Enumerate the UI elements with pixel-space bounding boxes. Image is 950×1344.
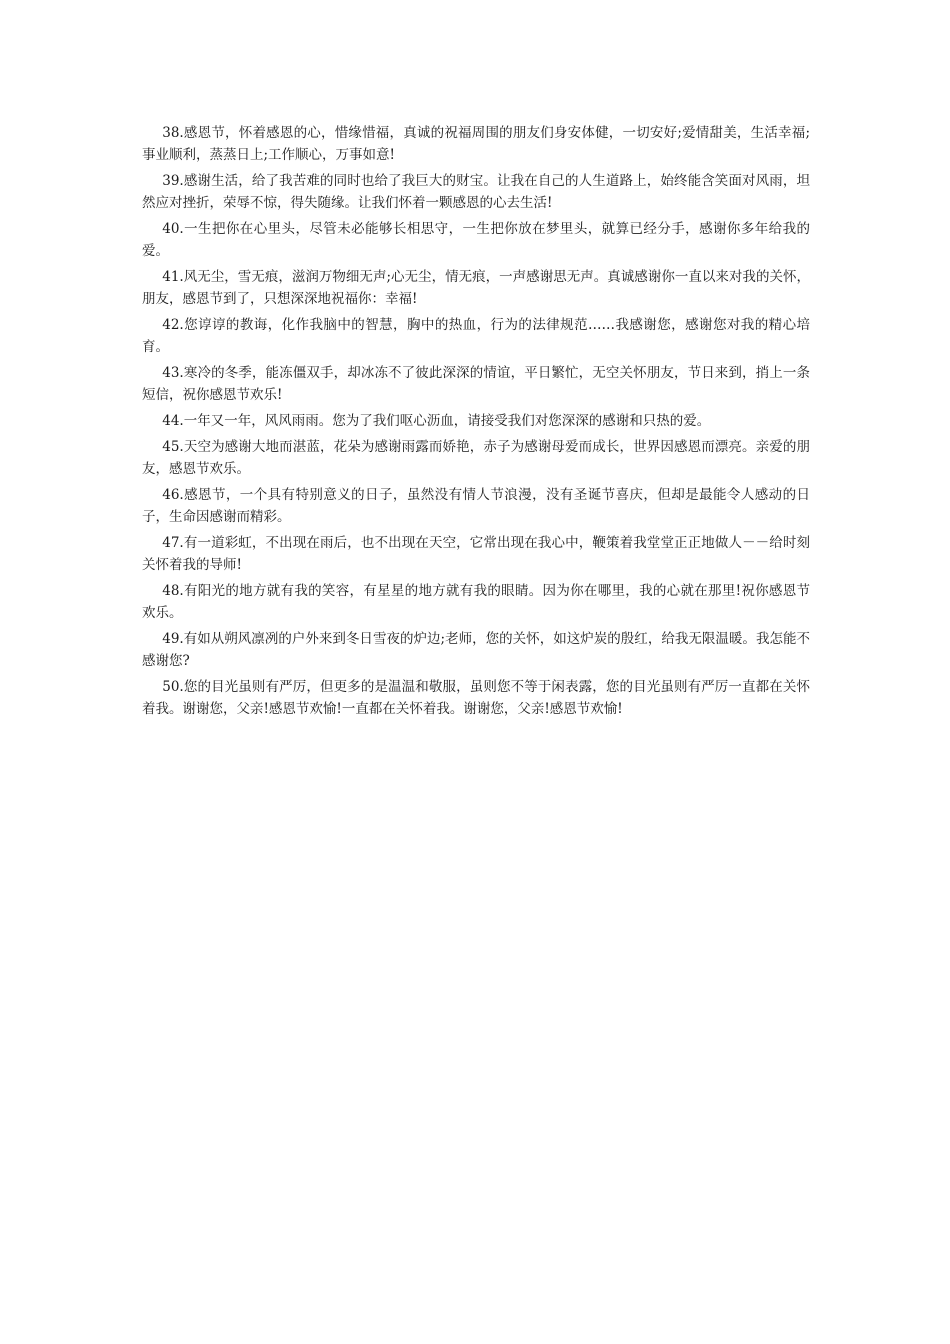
paragraph-46: 46.感恩节，一个具有特别意义的日子，虽然没有情人节浪漫，没有圣诞节喜庆，但却是最能令人感动的日子，生命因感谢而精彩。	[142, 487, 810, 525]
paragraph-39: 39.感谢生活，给了我苦难的同时也给了我巨大的财宝。让我在自己的人生道路上，始终能含笑面对风雨，坦然应对挫折，荣辱不惊，得失随缘。让我们怀着一颗感恩的心去生活!	[142, 173, 810, 211]
document-body	[142, 122, 810, 724]
paragraph-43: 43.寒冷的冬季，能冻僵双手，却冰冻不了彼此深深的情谊，平日繁忙，无空关怀朋友，节日来到，捎上一条短信，祝你感恩节欢乐!	[142, 365, 810, 403]
paragraph-50: 50.您的目光虽则有严厉，但更多的是温温和敬服，虽则您不等于闲表露，您的目光虽则有严厉一直都在关怀着我。谢谢您，父亲!感恩节欢愉!一直都在关怀着我。谢谢您，父亲!感恩节欢愉!	[142, 679, 810, 717]
paragraph-44: 44.一年又一年，风风雨雨。您为了我们呕心沥血，请接受我们对您深深的感谢和只热的爱。	[162, 413, 711, 429]
paragraph-47: 47.有一道彩虹，不出现在雨后，也不出现在天空，它常出现在我心中，鞭策着我堂堂正正地做人－－给时刻关怀着我的导师!	[142, 535, 810, 573]
paragraph-38: 38.感恩节，怀着感恩的心，惜缘惜福，真诚的祝福周围的朋友们身安体健，一切安好;爱情甜美，生活幸福;事业顺利，蒸蒸日上;工作顺心，万事如意!	[142, 125, 810, 163]
paragraph-40: 40.一生把你在心里头，尽管未必能够长相思守，一生把你放在梦里头，就算已经分手，感谢你多年给我的爱。	[142, 221, 810, 259]
paragraph-45: 45.天空为感谢大地而湛蓝，花朵为感谢雨露而娇艳，赤子为感谢母爱而成长，世界因感恩而漂亮。亲爱的朋友，感恩节欢乐。	[142, 439, 810, 477]
paragraph-42: 42.您谆谆的教诲，化作我脑中的智慧，胸中的热血，行为的法律规范……我感谢您，感谢您对我的精心培育。	[142, 317, 810, 355]
paragraph-41: 41.风无尘，雪无痕，滋润万物细无声;心无尘，情无痕，一声感谢思无声。真诚感谢你一直以来对我的关怀，朋友，感恩节到了，只想深深地祝福你：幸福!	[142, 269, 810, 307]
paragraph-48: 48.有阳光的地方就有我的笑容，有星星的地方就有我的眼睛。因为你在哪里，我的心就在那里!祝你感恩节欢乐。	[142, 583, 810, 621]
paragraph-49: 49.有如从朔风凛冽的户外来到冬日雪夜的炉边;老师，您的关怀，如这炉炭的殷红，给我无限温暖。我怎能不感谢您?	[142, 631, 810, 669]
